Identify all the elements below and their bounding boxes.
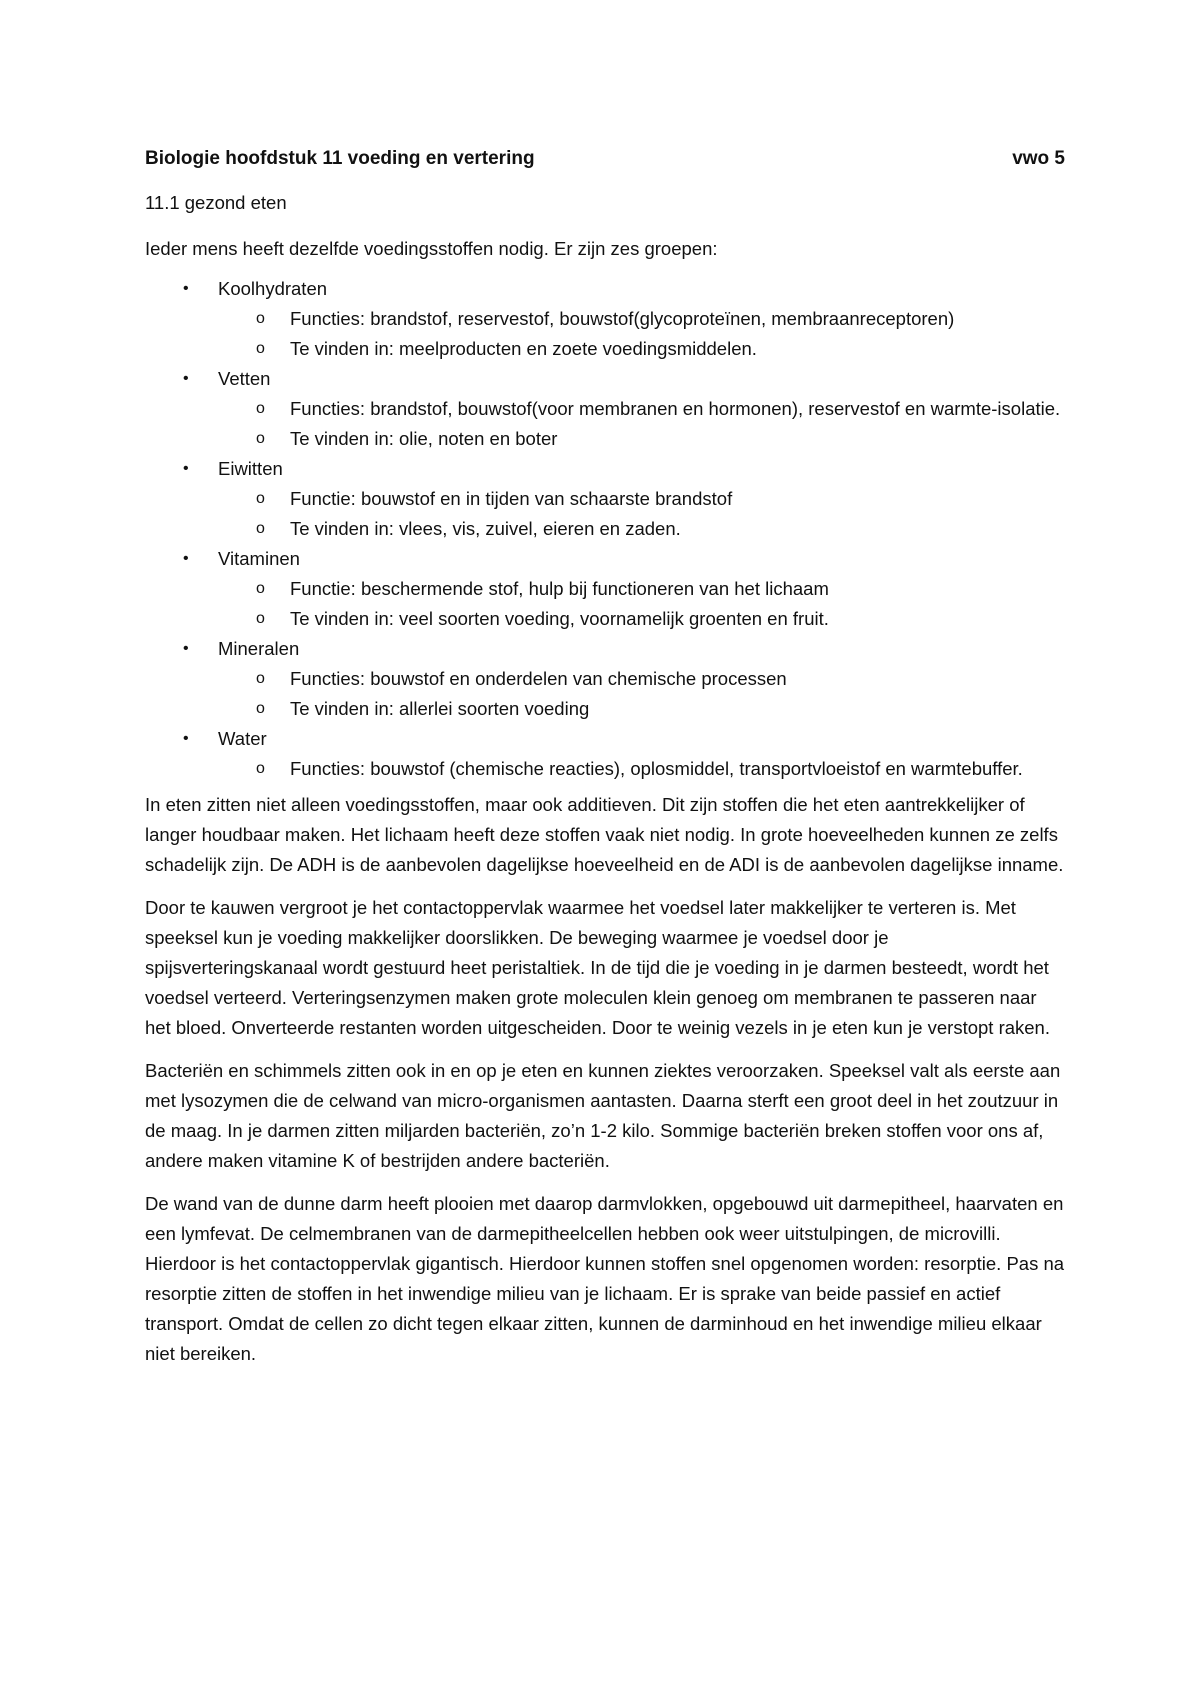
nutrient-detail-text: Functies: brandstof, bouwstof(voor membranen en hormonen), reservestof en warmte-isolatie. [290,398,1061,419]
circle-bullet-icon: o [256,760,265,777]
nutrient-group [145,544,1065,634]
nutrient-detail-item [218,394,1065,424]
section-heading: 11.1 gezond eten [145,192,287,213]
intro-text: Ieder mens heeft dezelfde voedingsstoffen nodig. Er zijn zes groepen: [145,238,718,259]
nutrient-group [145,724,1065,784]
nutrient-details-list [218,394,1065,454]
nutrient-detail-text: Functie: bouwstof en in tijden van schaarste brandstof [290,488,733,509]
nutrient-detail-item [218,424,1065,454]
body-paragraph: Bacteriën en schimmels zitten ook in en op je eten en kunnen ziektes veroorzaken. Speeksel valt als eerste aan met lysozymen die de celwand van micro-organismen aantasten. Daarna sterft een groot deel in het zoutzuur in de maag. In je darmen zitten miljarden bacteriën, zo’n 1-2 kilo. Sommige bacteriën breken stoffen voor ons af, andere maken vitamine K of bestrijden andere bacteriën. [145,1060,1061,1171]
circle-bullet-icon: o [256,340,265,357]
nutrient-detail-item [218,754,1065,784]
nutrient-detail-text: Functies: brandstof, reservestof, bouwstof(glycoproteïnen, membraanreceptoren) [290,308,955,329]
body-paragraphs [145,790,1065,1369]
nutrient-group [145,364,1065,454]
nutrient-detail-text: Te vinden in: allerlei soorten voeding [290,698,590,719]
bullet-icon: • [183,370,189,387]
nutrient-group-name: Eiwitten [218,458,283,479]
bullet-icon: • [183,730,189,747]
nutrient-details-list [218,304,1065,364]
nutrient-group [145,634,1065,724]
nutrient-detail-text: Te vinden in: meelproducten en zoete voedingsmiddelen. [290,338,757,359]
circle-bullet-icon: o [256,580,265,597]
nutrient-detail-item [218,694,1065,724]
circle-bullet-icon: o [256,520,265,537]
circle-bullet-icon: o [256,670,265,687]
circle-bullet-icon: o [256,430,265,447]
nutrient-detail-text: Functie: beschermende stof, hulp bij functioneren van het lichaam [290,578,829,599]
nutrient-details-list [218,484,1065,544]
nutrient-group [145,454,1065,544]
nutrient-detail-text: Te vinden in: olie, noten en boter [290,428,558,449]
circle-bullet-icon: o [256,490,265,507]
nutrient-detail-item [218,574,1065,604]
bullet-icon: • [183,280,189,297]
nutrient-detail-item [218,484,1065,514]
body-paragraph: In eten zitten niet alleen voedingsstoffen, maar ook additieven. Dit zijn stoffen die het eten aantrekkelijker of langer houdbaar maken. Het lichaam heeft deze stoffen vaak niet nodig. In grote hoeveelheden kunnen ze zelfs schadelijk zijn. De ADH is de aanbevolen dagelijkse hoeveelheid en de ADI is de aanbevolen dagelijkse inname. [145,794,1064,875]
circle-bullet-icon: o [256,310,265,327]
nutrient-groups-list [145,274,1065,784]
nutrient-group-name: Vitaminen [218,548,300,569]
circle-bullet-icon: o [256,700,265,717]
nutrient-detail-text: Functies: bouwstof (chemische reacties), oplosmiddel, transportvloeistof en warmtebuffer. [290,758,1023,779]
body-paragraph: Door te kauwen vergroot je het contactoppervlak waarmee het voedsel later makkelijker te verteren is. Met speeksel kun je voeding makkelijker doorslikken. De beweging waarmee je voedsel door je spijsverteringskanaal wordt gestuurd heet peristaltiek. In de tijd die je voeding in je darmen besteedt, wordt het voedsel verteerd. Verteringsenzymen maken grote moleculen klein genoeg om membranen te passeren naar het bloed. Onverteerde restanten worden uitgescheiden. Door te weinig vezels in je eten kun je verstopt raken. [145,897,1050,1038]
nutrient-detail-text: Te vinden in: veel soorten voeding, voornamelijk groenten en fruit. [290,608,829,629]
bullet-icon: • [183,640,189,657]
nutrient-detail-text: Te vinden in: vlees, vis, zuivel, eieren en zaden. [290,518,681,539]
nutrient-detail-item [218,604,1065,634]
nutrient-group-name: Vetten [218,368,271,389]
document-content [145,144,1065,1382]
document-header [145,144,1065,174]
nutrient-group-name: Mineralen [218,638,300,659]
bullet-icon: • [183,550,189,567]
nutrient-details-list [218,574,1065,634]
document-title: Biologie hoofdstuk 11 voeding en vertering [145,148,535,169]
nutrient-detail-item [218,304,1065,334]
nutrient-group-name: Water [218,728,267,749]
nutrient-group-name: Koolhydraten [218,278,328,299]
bullet-icon: • [183,460,189,477]
nutrient-detail-item [218,664,1065,694]
nutrient-details-list [218,754,1065,784]
nutrient-group [145,274,1065,364]
nutrient-detail-item [218,334,1065,364]
circle-bullet-icon: o [256,610,265,627]
nutrient-detail-item [218,514,1065,544]
nutrient-details-list [218,664,1065,724]
class-level: vwo 5 [1012,148,1065,169]
nutrient-detail-text: Functies: bouwstof en onderdelen van chemische processen [290,668,787,689]
circle-bullet-icon: o [256,400,265,417]
body-paragraph: De wand van de dunne darm heeft plooien met daarop darmvlokken, opgebouwd uit darmepitheel, haarvaten en een lymfevat. De celmembranen van de darmepitheelcellen hebben ook weer uitstulpingen, de microvilli. Hierdoor is het contactoppervlak gigantisch. Hierdoor kunnen stoffen snel opgenomen worden: resorptie. Pas na resorptie zitten de stoffen in het inwendige milieu van je lichaam. Er is sprake van beide passief en actief transport. Omdat de cellen zo dicht tegen elkaar zitten, kunnen de darminhoud en het inwendige milieu elkaar niet bereiken. [145,1193,1065,1364]
